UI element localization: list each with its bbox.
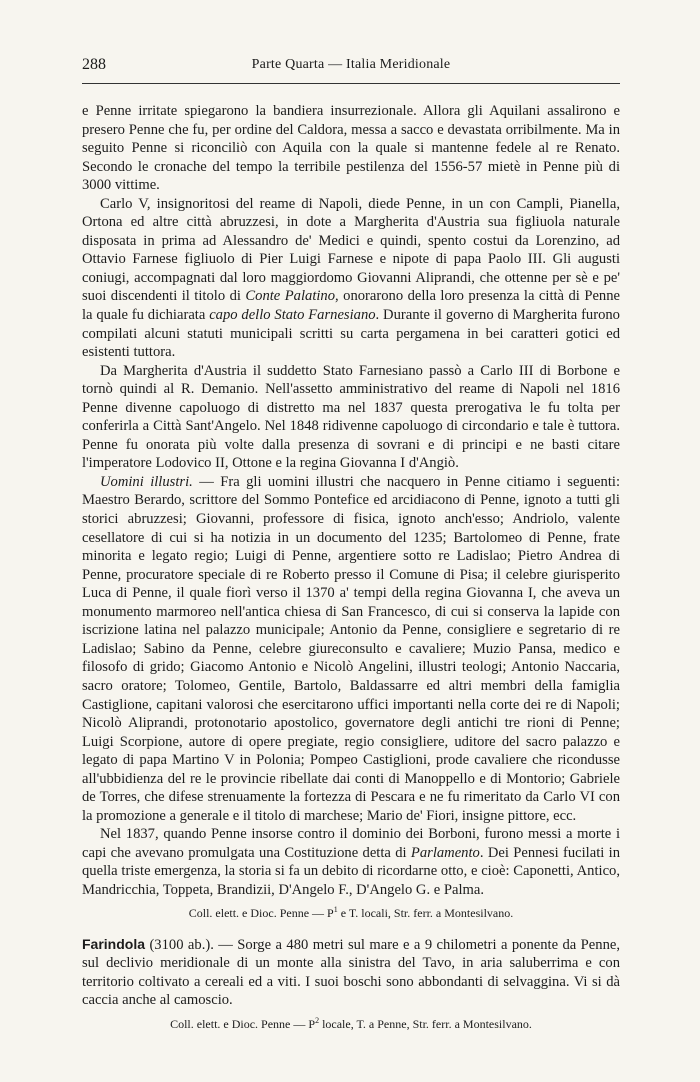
entry-farindola: Farindola (3100 ab.). — Sorge a 480 metri sul mare e a 9 chilometri a ponente da Penne, sul declivio meridionale di un monte alla sinistra del Tavo, in aria saluberrima e con territorio coltivato a cereali ed a viti. I suoi boschi sono abbondanti di selvaggina. Vi si dà caccia anche al camoscio. [82, 935, 620, 1009]
page-body [82, 102, 620, 1032]
paragraph-margherita: Da Margherita d'Austria il suddetto Stato Farnesiano passò a Carlo III di Borbone e tornò quindi al R. Demanio. Nell'assetto amministrativo del reame di Napoli nel 1816 Penne divenne capoluogo di distretto ma nel 1837 questa prerogativa le fu tolta per conferirla a Città Sant'Angelo. Nel 1848 ridivenne capoluogo di circondario e tale è tuttora. Penne fu onorata più volte dalla presenza di sovrani e di principi e ne basti citare l'imperatore Lodovico II, Ottone e la regina Giovanna I d'Angiò. [82, 362, 620, 472]
italic-conte-palatino: Conte Palatino [245, 288, 336, 305]
italic-parlamento: Parlamento [410, 844, 480, 861]
paragraph-1837: Nel 1837, quando Penne insorse contro il dominio dei Borboni, furono messi a morte i capi che avevano promulgata una Costituzione detta di Parlamento. Dei Pennesi fucilati in quella triste emergenza, la storia si fa un debito di ricordarne otto, e cioè: Caponetti, Antico, Mandricchia, Toppeta, Brandizii, D'Angelo F., D'Angelo G. e Palma. [82, 826, 620, 898]
caption-penne: Coll. elett. e Dioc. Penne — $P^1$ e T. locali, Str. ferr. a Montesilvano. [188, 904, 514, 920]
header-rule [82, 83, 620, 84]
italic-stato-farnesiano: capo dello Stato Farnesiano [209, 307, 376, 324]
caption-farindola: Coll. elett. e Dioc. Penne — $P^2$ locale, T. a Penne, Str. ferr. a Montesilvano. [170, 1015, 532, 1031]
entry-heading-farindola: Farindola [82, 935, 146, 952]
page-number: 288 [82, 56, 106, 73]
paragraph-penne-plague: e Penne irritate spiegarono la bandiera insurrezionale. Allora gli Aquilani assalirono e presero Penne che fu, per ordine del Caldora, messa a sacco e devastata orribilmente. Ma in seguito Penne si riconciliò con Aquila con la quale si mantenne fedele al re Renato. Secondo le cronache del tempo la terribile pestilenza del 1556-57 mietè in Penne più di 3000 vittime. [82, 103, 620, 194]
page-header [82, 56, 620, 80]
paragraph-carlo-v: Carlo V, insignoritosi del reame di Napoli, diede Penne, in un con Campli, Pianella, Ortona ed altre città abruzzesi, in dote a Margherita d'Austria sua figliuola naturale disposata in prima ad Alessandro de' Medici e quindi, spento costui da Lorenzino, ad Ottavio Farnese figliuolo di Pier Luigi Farnese e nipote di papa Paolo III. Gli augusti coniugi, accompagnati dal loro maggiordomo Giovanni Aliprandi, che ottenne per sè e pe' suoi discendenti il titolo di Conte Palatino, onorarono della loro presenza la città di Penne la quale fu dichiarata capo dello Stato Farnesiano. Durante il governo di Margherita furono compilati alcuni statuti municipali scritti su carta pergamena in bei caratteri gotici ed esistenti tuttora. [82, 195, 620, 361]
section-heading-uomini-illustri: Uomini illustri. [100, 473, 193, 490]
paragraph-uomini-illustri: Uomini illustri. — Fra gli uomini illustri che nacquero in Penne citiamo i seguenti: Maestro Berardo, scrittore del Sommo Pontefice ed arcidiacono di Penne, ignoto a tutti gli storici abruzzesi; Giovanni, professore di fisica, ignoto anch'esso; Andriolo, valente cesellatore di cui si ha notizia in un documento del 1235; Bartolomeo di Penne, frate minorita e legato regio; Luigi di Penne, argentiere sotto re Ladislao; Pietro Andrea di Penne, procuratore speciale di re Roberto presso il Comune di Pisa; il celebre giurisperito Luca di Penne, il quale fiorì verso il 1370 a' tempi della regina Giovanna I, che aveva un monumento marmoreo nell'antica chiesa di San Francesco, di cui si conserva la lapide con iscrizione latina nel palazzo municipale; Antonio da Penne, consigliere e segretario di re Ladislao; Sabino da Penne, celebre giureconsulto e cavaliere; Muzio Pansa, medico e filosofo di grido; Giacomo Antonio e Nicolò Angelini, illustri teologi; Antonio Naccaria, sacro oratore; Tolomeo, Gentile, Bartolo, Baldassarre ed altri membri della famiglia Castiglione, capitani valorosi che esercitarono uffici importanti nella corte dei re di Napoli; Nicolò Aliprandi, protonotario apostolico, governatore degli antichi tre rioni di Penne; Luigi Scorpione, autore di opere pregiate, regio consigliere, uditore del sacro palazzo e legato di papa Martino V in Polonia; Pompeo Castiglioni, prode cavaliere che ricondusse all'ubbidienza del re le provincie ribellate dai conti di Manoppello e di Montorio; Gabriele de Torres, che difese strenuamente la fortezza di Pescara e ne fu rimeritato da Carlo VI con la promozione a generale e il titolo di marchese; Mario de' Fiori, insigne pittore, ecc. [82, 473, 620, 824]
running-head: Parte Quarta — Italia Meridionale [251, 57, 451, 72]
